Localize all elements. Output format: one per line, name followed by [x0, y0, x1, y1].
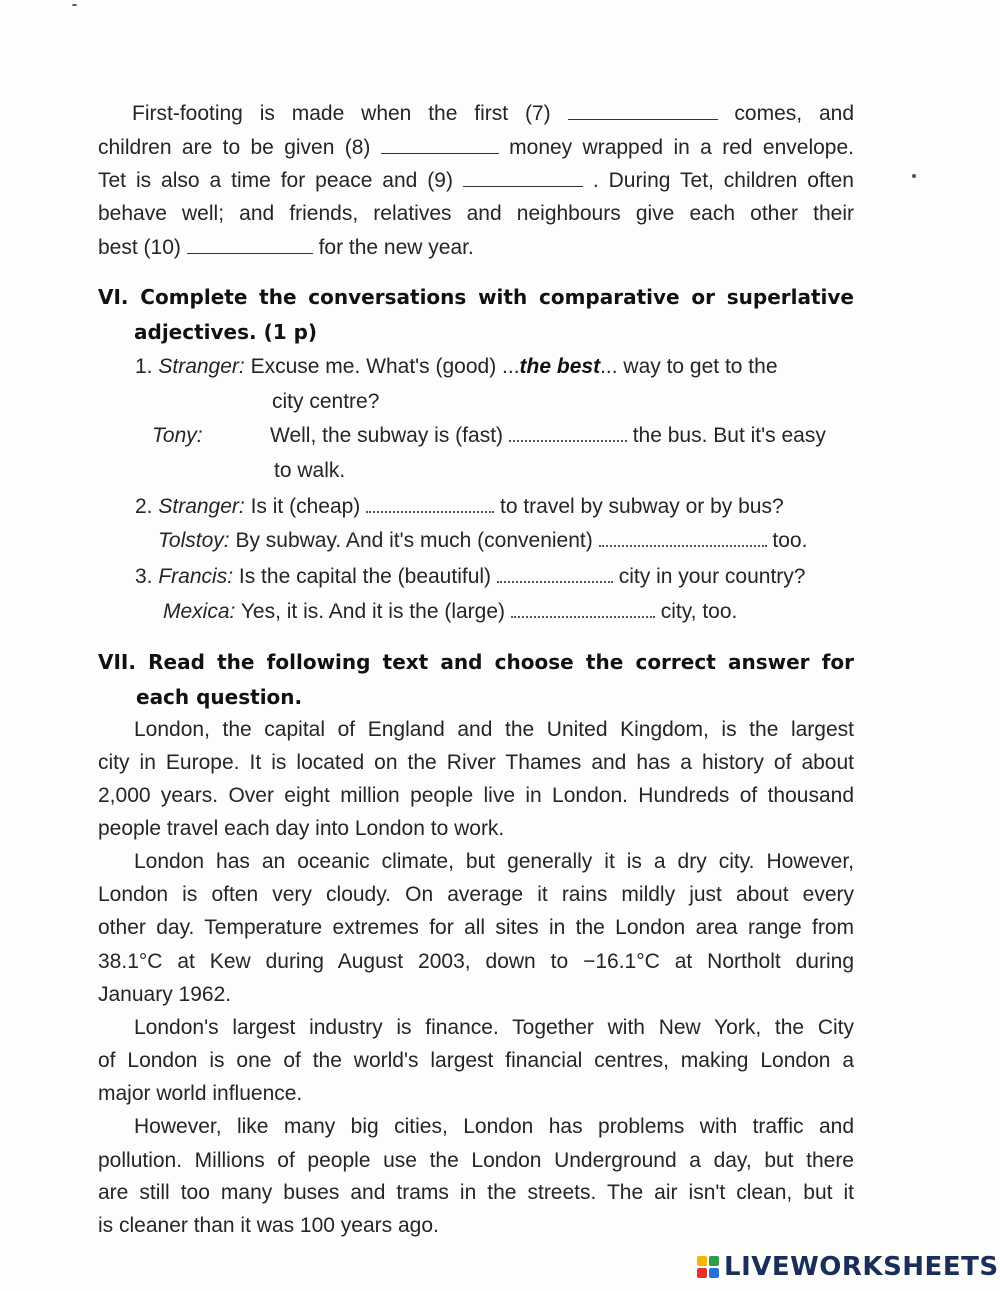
liveworksheets-logo-icon — [697, 1256, 719, 1278]
section-6-heading-cont: adjectives. (1 p) — [134, 320, 318, 344]
text-line-4: people travel each day into London to work. — [98, 817, 505, 840]
text-line-1: London, the capital of England and the United Kingdom, is the largest — [134, 718, 854, 741]
scan-speck — [72, 4, 77, 6]
q1-blank-fast[interactable] — [509, 422, 627, 442]
text-line-7: other day. Temperature extremes for all sites in the London area range from — [98, 916, 854, 939]
text-line-3: 2,000 years. Over eight million people live in London. Hundreds of thousand — [98, 784, 854, 807]
q1-line-1: 1. Stranger: Excuse me. What's (good) ...the best... way to get to the — [135, 355, 778, 378]
q1-line-2: Well, the subway is (fast) the bus. But it's easy — [270, 424, 826, 447]
q2-line-1: 2. Stranger: Is it (cheap) to travel by subway or by bus? — [135, 495, 784, 518]
q3-blank-beautiful[interactable] — [497, 563, 613, 583]
q2-line-2: Tolstoy: By subway. And it's much (convenient) too. — [158, 529, 808, 552]
q3-blank-large[interactable] — [511, 598, 655, 618]
q1-line-1-cont: city centre? — [272, 390, 380, 413]
q1-line-2-cont: to walk. — [274, 459, 346, 482]
q3-line-2: Mexica: Yes, it is. And it is the (large) city, too. — [163, 600, 738, 623]
text-line-6: London is often very cloudy. On average it rains mildly just about every — [98, 883, 854, 906]
q2-blank-cheap[interactable] — [366, 493, 494, 513]
passage-line-5: best (10) for the new year. — [98, 236, 474, 259]
scan-speck — [912, 174, 916, 178]
text-line-16: is cleaner than it was 100 years ago. — [98, 1214, 439, 1237]
q3-speaker-mexica: Mexica: — [163, 600, 236, 623]
q1-speaker-stranger: Stranger: — [158, 355, 245, 378]
text-line-2: city in Europe. It is located on the River Thames and has a history of about — [98, 751, 854, 774]
passage-line-2: children are to be given (8) money wrapped in a red envelope. — [98, 136, 854, 159]
text-line-10: London's largest industry is finance. Together with New York, the City — [134, 1016, 854, 1039]
text-line-13: However, like many big cities, London has problems with traffic and — [134, 1115, 854, 1138]
section-7-heading: VII. Read the following text and choose the correct answer for — [98, 650, 854, 674]
blank-8[interactable] — [381, 135, 499, 154]
liveworksheets-logo-text: LIVEWORKSHEETS — [724, 1252, 999, 1282]
liveworksheets-logo — [697, 1252, 999, 1282]
q1-speaker-tony: Tony: — [152, 424, 203, 447]
text-line-9: January 1962. — [98, 983, 232, 1006]
q2-blank-convenient[interactable] — [599, 527, 767, 547]
q1-line-2-speaker — [152, 422, 203, 450]
passage-line-4: behave well; and friends, relatives and neighbours give each other their — [98, 202, 854, 225]
text-line-5: London has an oceanic climate, but generally it is a dry city. However, — [134, 850, 854, 873]
blank-10[interactable] — [187, 235, 313, 254]
q1-answer[interactable]: the best — [519, 355, 601, 378]
passage-line-1: First-footing is made when the first (7) comes, and — [132, 102, 854, 125]
q3-line-1: 3. Francis: Is the capital the (beautiful) city in your country? — [135, 565, 806, 588]
q2-speaker-stranger: Stranger: — [158, 495, 245, 518]
text-line-11: of London is one of the world's largest financial centres, making London a — [98, 1049, 854, 1072]
blank-9[interactable] — [463, 168, 583, 187]
text-line-15: are still too many buses and trams in the streets. The air isn't clean, but it — [98, 1181, 854, 1204]
q3-speaker-francis: Francis: — [158, 565, 234, 588]
q2-speaker-tolstoy: Tolstoy: — [158, 529, 230, 552]
passage-line-3: Tet is also a time for peace and (9) . During Tet, children often — [98, 169, 854, 192]
text-line-8: 38.1°C at Kew during August 2003, down to −16.1°C at Northolt during — [98, 950, 854, 973]
text-line-12: major world influence. — [98, 1082, 303, 1105]
blank-7[interactable] — [568, 101, 718, 120]
section-6-heading: VI. Complete the conversations with comparative or superlative — [98, 285, 854, 309]
section-7-heading-cont: each question. — [136, 685, 303, 709]
text-line-14: pollution. Millions of people use the London Underground a day, but there — [98, 1149, 854, 1172]
